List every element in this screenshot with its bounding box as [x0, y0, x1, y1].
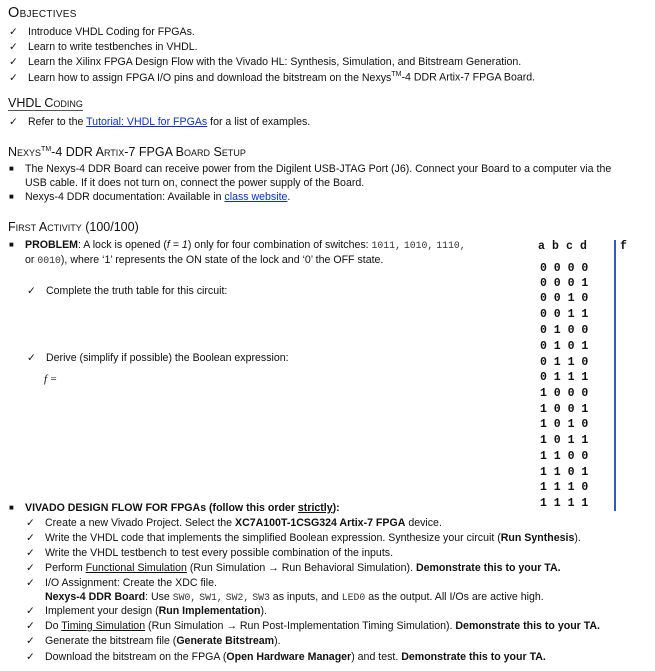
truth-table-row: 0 0 0 0 [540, 262, 589, 275]
square-bullet-icon: ■ [9, 164, 14, 173]
problem-statement-cont: or 0010), where ‘1’ represents the ON state of the lock and ‘0’ the OFF state. [25, 254, 384, 266]
truth-table-row: 1 1 0 0 [540, 450, 589, 463]
vivado-step: ✓ Do Timing Simulation (Run Simulation → Run Post-Implementation Timing Simulation). Demonstrate this to your TA. [26, 620, 601, 632]
truth-table-row: 1 0 1 0 [540, 418, 589, 431]
class-website-link[interactable]: class website [224, 191, 288, 203]
check-icon: ✓ [9, 56, 18, 68]
square-bullet-icon: ■ [9, 240, 14, 249]
vivado-step: ✓ Perform Functional Simulation (Run Simulation → Run Behavioral Simulation). Demonstrate this to your TA. [26, 562, 561, 574]
vivado-step: ✓ Write the VHDL code that implements the simplified Boolean expression. Synthesize your circuit (Run Synthesis). [26, 532, 581, 544]
check-icon: ✓ [9, 26, 18, 38]
board-setup-heading: Nexys™-4 DDR Artix-7 FPGA Board Setup [8, 145, 246, 159]
check-icon: ✓ [26, 635, 35, 647]
vivado-step: ✓ Implement your design (Run Implementation). [26, 605, 267, 617]
board-setup-bullet: ■ Nexys-4 DDR documentation: Available in class website. [9, 191, 291, 203]
check-icon: ✓ [26, 517, 35, 529]
truth-table-row: 0 0 0 1 [540, 277, 589, 290]
truth-table-row: 1 1 1 1 [540, 497, 589, 510]
vivado-step: ✓ Download the bitstream on the FPGA (Open Hardware Manager) and test. Demonstrate this to your TA. [26, 651, 546, 663]
timing-simulation-link: Timing Simulation [61, 620, 146, 632]
check-icon: ✓ [27, 352, 36, 364]
vivado-step-io-detail: Nexys-4 DDR Board: Use SW0, SW1, SW2, SW3 as inputs, and LED0 as the output. All I/Os are active high. [45, 591, 544, 603]
functional-simulation-link: Functional Simulation [85, 562, 187, 574]
check-icon: ✓ [26, 620, 35, 632]
check-icon: ✓ [26, 547, 35, 559]
truth-table-row: 0 0 1 0 [540, 292, 589, 305]
truth-table-row: 1 0 0 1 [540, 403, 589, 416]
square-bullet-icon: ■ [9, 503, 14, 512]
truth-table-row: 1 1 1 0 [540, 481, 589, 494]
problem-statement: ■ PROBLEM: A lock is opened (f = 1) only for four combination of switches: 1011, 1010, 1110, [9, 239, 466, 251]
vivado-step: ✓ Generate the bitstream file (Generate Bitstream). [26, 635, 281, 647]
vivado-step: ✓ I/O Assignment: Create the XDC file. [26, 577, 217, 589]
objectives-heading: Objectives [8, 5, 77, 21]
truth-table-row: 1 0 1 1 [540, 434, 589, 447]
vivado-flow-heading: ■ VIVADO DESIGN FLOW FOR FPGAs (follow this order strictly): [9, 502, 340, 514]
complete-truth-table-task: ✓ Complete the truth table for this circuit: [27, 285, 228, 297]
objective-item: ✓ Learn the Xilinx FPGA Design Flow with the Vivado HL: Synthesis, Simulation, and Bitstream Generation. [9, 56, 522, 68]
board-setup-bullet-cont: USB cable. If it does not turn on, connect the power supply of the Board. [25, 177, 365, 189]
truth-table-row: 0 1 1 0 [540, 356, 589, 369]
check-icon: ✓ [26, 562, 35, 574]
check-icon: ✓ [9, 41, 18, 53]
check-icon: ✓ [26, 532, 35, 544]
objective-item: ✓ Learn to write testbenches in VHDL. [9, 41, 198, 53]
truth-table-row: 0 0 1 1 [540, 308, 589, 321]
truth-table-row: 1 0 0 0 [540, 387, 589, 400]
vhdl-coding-text: ✓ Refer to the Tutorial: VHDL for FPGAs for a list of examples. [9, 116, 311, 128]
truth-table-row: 1 1 0 1 [540, 466, 589, 479]
vhdl-coding-heading: VHDL Coding [8, 96, 83, 110]
check-icon: ✓ [26, 605, 35, 617]
square-bullet-icon: ■ [9, 192, 14, 201]
f-expression-label: f = [44, 373, 58, 385]
check-icon: ✓ [26, 651, 35, 663]
strictly-link: strictly [297, 502, 333, 514]
check-icon: ✓ [27, 285, 36, 297]
first-activity-heading: First Activity (100/100) [8, 220, 139, 234]
derive-expression-task: ✓ Derive (simplify if possible) the Boolean expression: [27, 352, 289, 364]
vivado-step: ✓ Write the VHDL testbench to test every possible combination of the inputs. [26, 547, 394, 559]
truth-table-row: 0 1 1 1 [540, 371, 589, 384]
objective-item: ✓ Introduce VHDL Coding for FPGAs. [9, 26, 195, 38]
objective-item: ✓ Learn how to assign FPGA I/O pins and download the bitstream on the Nexys™-4 DDR Artix-7 FPGA Board. [9, 71, 536, 84]
check-icon: ✓ [9, 116, 18, 128]
truth-table-divider [614, 240, 616, 511]
truth-table-row: 0 1 0 1 [540, 340, 589, 353]
vhdl-tutorial-link[interactable]: Tutorial: VHDL for FPGAs [86, 116, 208, 128]
truth-table-row: 0 1 0 0 [540, 324, 589, 337]
truth-table-header: a b c d f [538, 240, 627, 253]
vivado-step: ✓ Create a new Vivado Project. Select the XC7A100T-1CSG324 Artix-7 FPGA device. [26, 517, 442, 529]
board-setup-bullet: ■ The Nexys-4 DDR Board can receive power from the Digilent USB-JTAG Port (J6). Connect your Board to a computer via the [9, 163, 612, 175]
check-icon: ✓ [26, 577, 35, 589]
check-icon: ✓ [9, 71, 18, 84]
